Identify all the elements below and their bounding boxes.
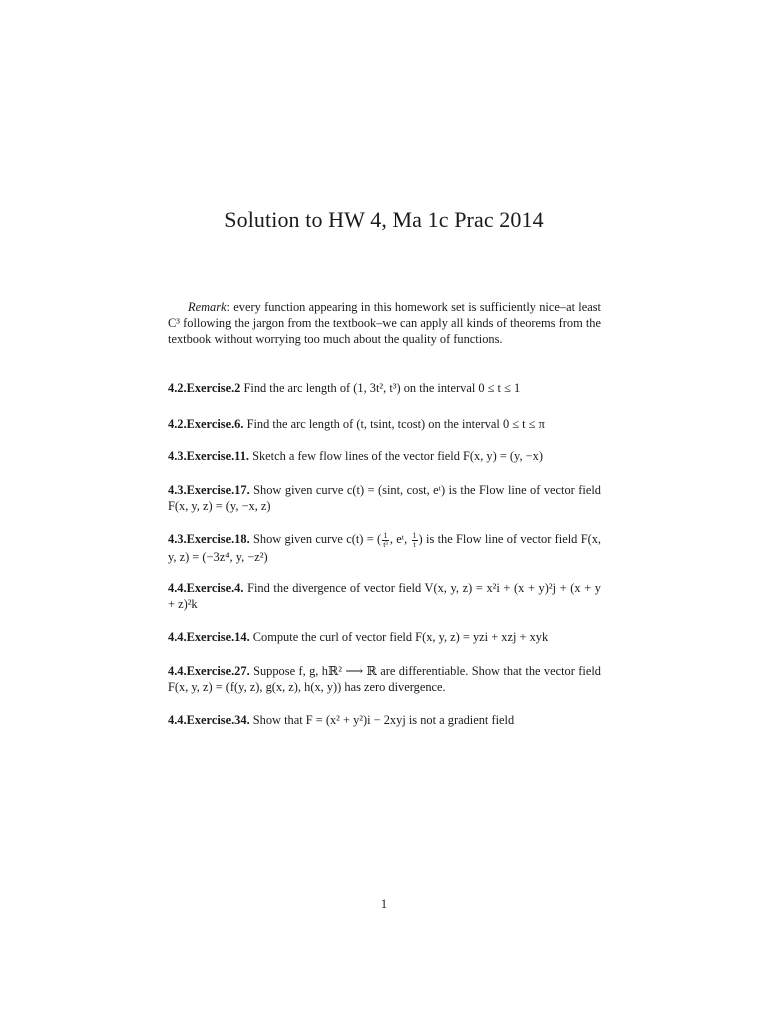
exercise-4-3-18 [168,531,601,565]
exercise-text: Find the divergence of vector field V(x, y, z) = x²i + (x + y)²j + (x + y + z)²k [168,581,601,611]
exercise-text: Show given curve c(t) = (sint, cost, eᵗ) is the Flow line of vector field F(x, y, z) = (y, −x, z) [168,483,601,513]
exercise-text: Show that F = (x² + y²)i − 2xyj is not a gradient field [249,713,515,727]
exercise-4-2-6 [168,416,601,432]
exercise-4-4-34 [168,712,601,728]
exercise-label: 4.2.Exercise.2 [168,381,241,395]
exercise-4-4-4 [168,580,601,612]
remark-text: : every function appearing in this homework set is sufficiently nice–at least C³ following the jargon from the textbook–we can apply all kinds of theorems from the textbook without worrying too much about the quality of functions. [168,300,601,346]
exercise-4-4-27 [168,663,601,695]
exercise-4-4-14 [168,629,601,645]
exercise-text: Sketch a few flow lines of the vector field F(x, y) = (y, −x) [249,449,543,463]
exercise-text: Compute the curl of vector field F(x, y, z) = yzi + xzj + xyk [249,630,549,644]
exercise-label: 4.4.Exercise.34. [168,713,250,727]
exercise-label: 4.3.Exercise.17. [168,483,250,497]
page-number: 1 [380,897,388,911]
exercise-text-part: ) is the Flow line of vector field F(x, y, z) = (−3z⁴, y, −z²) [168,532,602,564]
exercise-text: Find the arc length of (1, 3t², t³) on the interval 0 ≤ t ≤ 1 [240,381,521,395]
exercise-text: Suppose f, g, hℝ² ⟶ ℝ are differentiable. Show that the vector field F(x, y, z) = (f(y, z), g(x, z), h(x, y)) has zero divergence. [168,664,601,694]
exercise-label: 4.3.Exercise.18. [168,532,250,546]
document-title: Solution to HW 4, Ma 1c Prac 2014 [224,207,544,232]
fraction [382,532,389,549]
exercise-label: 4.4.Exercise.4. [168,581,244,595]
fraction [412,532,418,549]
exercise-4-3-11 [168,448,601,464]
remark-paragraph [168,299,601,347]
fraction-denominator: t³ [383,539,388,549]
fraction-numerator: 1 [412,530,417,540]
exercise-label: 4.4.Exercise.14. [168,630,250,644]
exercise-label: 4.4.Exercise.27. [168,664,250,678]
exercise-label: 4.3.Exercise.11. [168,449,249,463]
exercise-4-3-17 [168,482,601,514]
exercise-text: Find the arc length of (t, tsint, tcost) on the interval 0 ≤ t ≤ π [243,417,545,431]
remark-label: Remark [188,300,227,314]
fraction-denominator: t [413,539,416,549]
exercise-label: 4.2.Exercise.6. [168,417,244,431]
fraction-numerator: 1 [383,530,388,540]
exercise-4-2-2 [168,380,601,396]
exercise-text-part: Show given curve c(t) = ( [249,532,382,546]
exercise-text-part: , eᵗ, [389,532,411,546]
